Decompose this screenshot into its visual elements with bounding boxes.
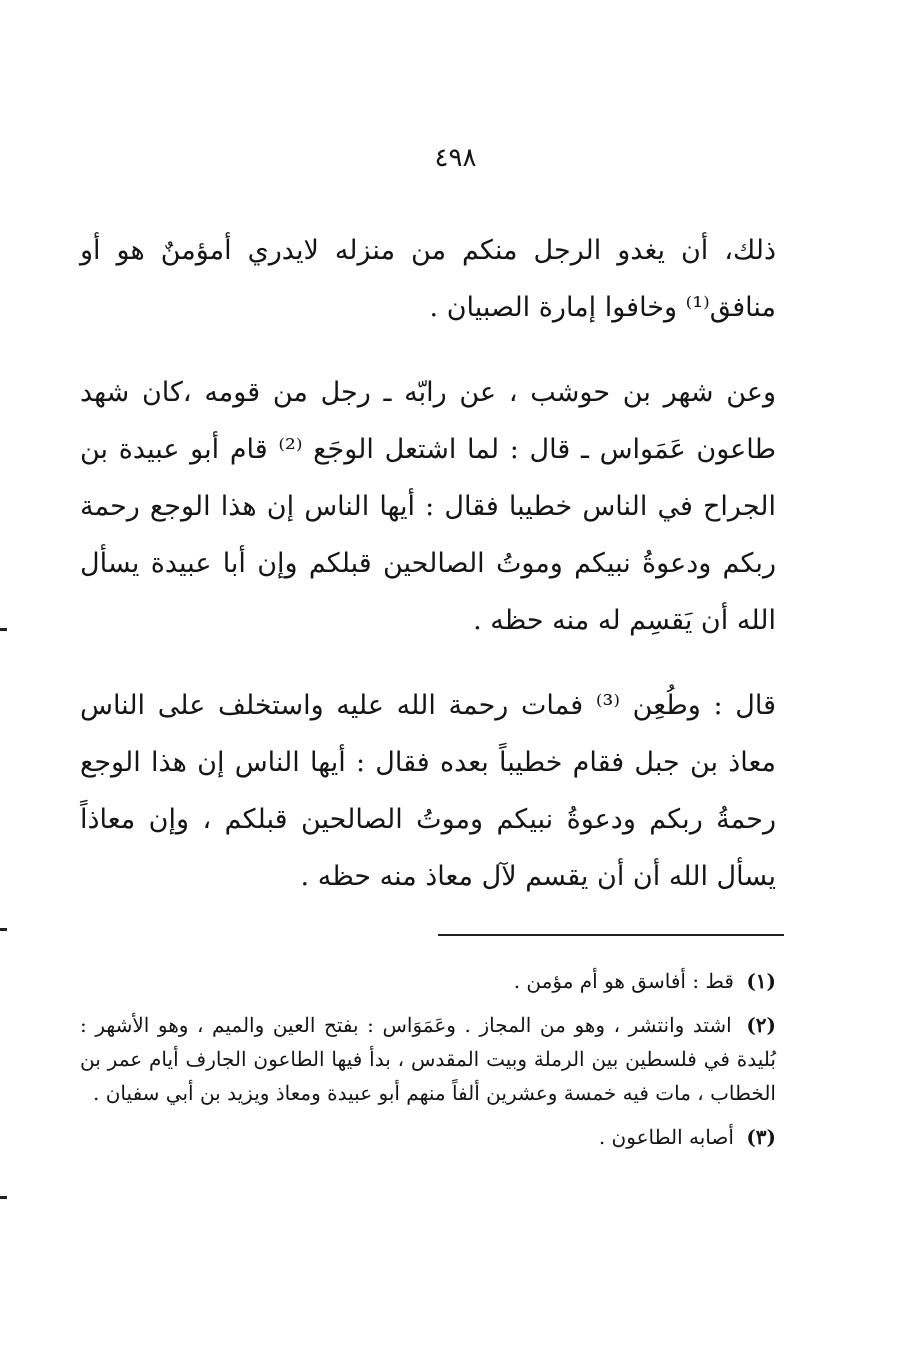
footnote-2: [80, 1008, 776, 1110]
footnote-number: (٢): [746, 1013, 777, 1037]
footnotes: [80, 964, 776, 1164]
scan-edge-mark: [0, 1196, 7, 1199]
footnote-separator: [438, 934, 784, 936]
main-text: [80, 222, 776, 905]
footnote-3: [80, 1120, 776, 1154]
paragraph-3: قال : وطُعِن ⁽³⁾ فمات رحمة الله عليه واستخلف على الناس معاذ بن جبل فقام خطيباً بعده فقال : أيها الناس إن هذا الوجع رحمةُ ربكم ودعوةُ نبيكم وموتُ الصالحين قبلكم ، وإن معاذاً يسأل الله أن أن يقسم لآل معاذ منه حظه .: [80, 690, 776, 892]
footnote-text: قط : أفاسق هو أم مؤمن .: [513, 969, 734, 993]
paragraph-1: ذلك، أن يغدو الرجل منكم من منزله لايدري أمؤمنٌ هو أو منافق⁽¹⁾ وخافوا إمارة الصبيان .: [80, 235, 776, 323]
footnote-number: (٣): [746, 1125, 776, 1149]
paragraph-2: وعن شهر بن حوشب ، عن رابّه ـ رجل من قومه ،كان شهد طاعون عَمَواس ـ قال : لما اشتعل الوجَع ⁽²⁾ قام أبو عبيدة بن الجراح في الناس خطيبا فقال : أيها الناس إن هذا الوجع رحمة ربكم ودعوةُ نبيكم وموتُ الصالحين قبلكم وإن أبا عبيدة يسأل الله أن يَقسِم له منه حظه .: [80, 377, 776, 636]
scan-edge-mark: [0, 928, 7, 931]
page-number: ٤٩٨: [434, 143, 477, 173]
footnote-text: أصابه الطاعون .: [598, 1125, 734, 1149]
footnote-text: اشتد وانتشر ، وهو من المجاز . وعَمَوَاس : بفتح العين والميم ، وهو الأشهر : بُليدة في فلسطين بين الرملة وبيت المقدس ، بدأ فيها الطاعون الجارف أيام عمر بن الخطاب ، مات فيه خمسة وعشرين ألفاً منهم أبو عبيدة ومعاذ ويزيد بن أبي سفيان .: [80, 1013, 776, 1105]
footnote-number: (١): [746, 969, 776, 993]
footnote-1: [80, 964, 776, 998]
scan-edge-mark: [0, 628, 7, 631]
